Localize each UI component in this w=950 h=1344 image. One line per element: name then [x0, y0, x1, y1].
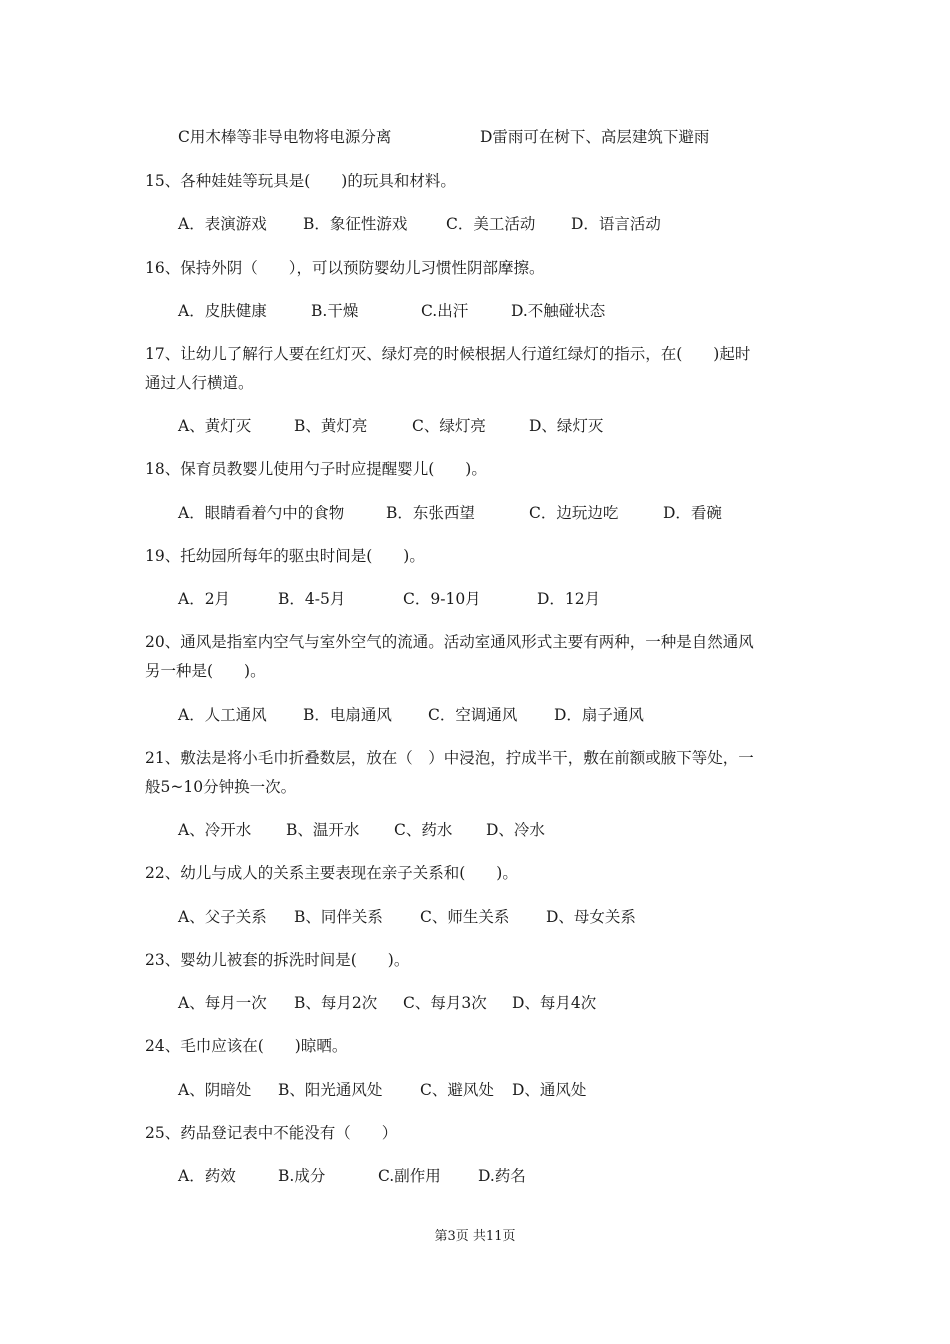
question-20-stem-line-2: 另一种是( )。 — [145, 662, 266, 680]
option-a: A、每月一次 — [178, 994, 267, 1012]
option-b: B．电扇通风 — [303, 706, 392, 724]
q14-option-d: D雷雨可在树下、高层建筑下避雨 — [480, 128, 710, 146]
question-16-stem: 16、保持外阴（ ），可以预防婴幼儿习惯性阴部摩擦。 — [145, 259, 545, 277]
option-b: B、黄灯亮 — [294, 417, 368, 435]
question-19-stem: 19、托幼园所每年的驱虫时间是( )。 — [145, 547, 425, 565]
question-21-stem-line-2: 般5~10分钟换一次。 — [145, 778, 297, 796]
option-c: C．边玩边吃 — [529, 504, 619, 522]
option-c: C．美工活动 — [446, 215, 536, 233]
option-d: D、绿灯灭 — [529, 417, 604, 435]
option-a: A．表演游戏 — [178, 215, 267, 233]
question-20-stem-line-1: 20、通风是指室内空气与室外空气的流通。活动室通风形式主要有两种，一种是自然通风 — [145, 633, 754, 651]
option-b: B、温开水 — [286, 821, 360, 839]
question-22-stem: 22、幼儿与成人的关系主要表现在亲子关系和( )。 — [145, 864, 518, 882]
q14-option-c: C用木棒等非导电物将电源分离 — [178, 128, 392, 146]
option-c: C.副作用 — [378, 1167, 441, 1185]
option-a: A．药效 — [178, 1167, 236, 1185]
option-b: B、阳光通风处 — [278, 1081, 383, 1099]
option-c: C、师生关系 — [420, 908, 510, 926]
question-24-stem: 24、毛巾应该在( )晾晒。 — [145, 1037, 348, 1055]
option-b: B．东张西望 — [386, 504, 475, 522]
option-a: A．人工通风 — [178, 706, 267, 724]
option-d: D、每月4次 — [512, 994, 597, 1012]
question-17-stem-line-2: 通过人行横道。 — [145, 374, 254, 392]
option-a: A、冷开水 — [178, 821, 252, 839]
option-d: D.药名 — [478, 1167, 526, 1185]
option-b: B、同伴关系 — [294, 908, 383, 926]
option-b: B、每月2次 — [294, 994, 378, 1012]
question-17-stem-line-1: 17、让幼儿了解行人要在红灯灭、绿灯亮的时候根据人行道红绿灯的指示，在( )起时 — [145, 345, 751, 363]
option-c: C、药水 — [394, 821, 453, 839]
option-d: D．12月 — [537, 590, 601, 608]
question-18-stem: 18、保育员教婴儿使用勺子时应提醒婴儿( )。 — [145, 460, 487, 478]
question-15-stem: 15、各种娃娃等玩具是( )的玩具和材料。 — [145, 172, 456, 190]
option-c: C．空调通风 — [428, 706, 518, 724]
option-b: B.成分 — [278, 1167, 326, 1185]
option-d: D、通风处 — [512, 1081, 587, 1099]
option-d: D、冷水 — [486, 821, 545, 839]
option-a: A、父子关系 — [178, 908, 267, 926]
option-c: C.出汗 — [421, 302, 469, 320]
option-c: C、避风处 — [420, 1081, 494, 1099]
option-c: C、每月3次 — [403, 994, 487, 1012]
option-a: A、阴暗处 — [178, 1081, 252, 1099]
option-d: D．语言活动 — [571, 215, 661, 233]
option-d: D、母女关系 — [546, 908, 636, 926]
option-a: A．眼睛看着勺中的食物 — [178, 504, 345, 522]
option-a: A．2月 — [178, 590, 231, 608]
option-b: B.干燥 — [311, 302, 359, 320]
question-23-stem: 23、婴幼儿被套的拆洗时间是( )。 — [145, 951, 410, 969]
page-number-footer: 第3页 共11页 — [434, 1229, 516, 1244]
option-a: A、黄灯灭 — [178, 417, 252, 435]
option-b: B．象征性游戏 — [303, 215, 408, 233]
option-c: C、绿灯亮 — [412, 417, 486, 435]
option-a: A．皮肤健康 — [178, 302, 267, 320]
option-d: D.不触碰状态 — [511, 302, 606, 320]
question-25-stem: 25、药品登记表中不能没有（ ） — [145, 1124, 398, 1142]
option-b: B．4-5月 — [278, 590, 346, 608]
option-c: C．9-10月 — [403, 590, 481, 608]
option-d: D．扇子通风 — [554, 706, 644, 724]
question-21-stem-line-1: 21、敷法是将小毛巾折叠数层，放在（ ）中浸泡，拧成半干，敷在前额或腋下等处，一 — [145, 749, 754, 767]
option-d: D．看碗 — [663, 504, 722, 522]
